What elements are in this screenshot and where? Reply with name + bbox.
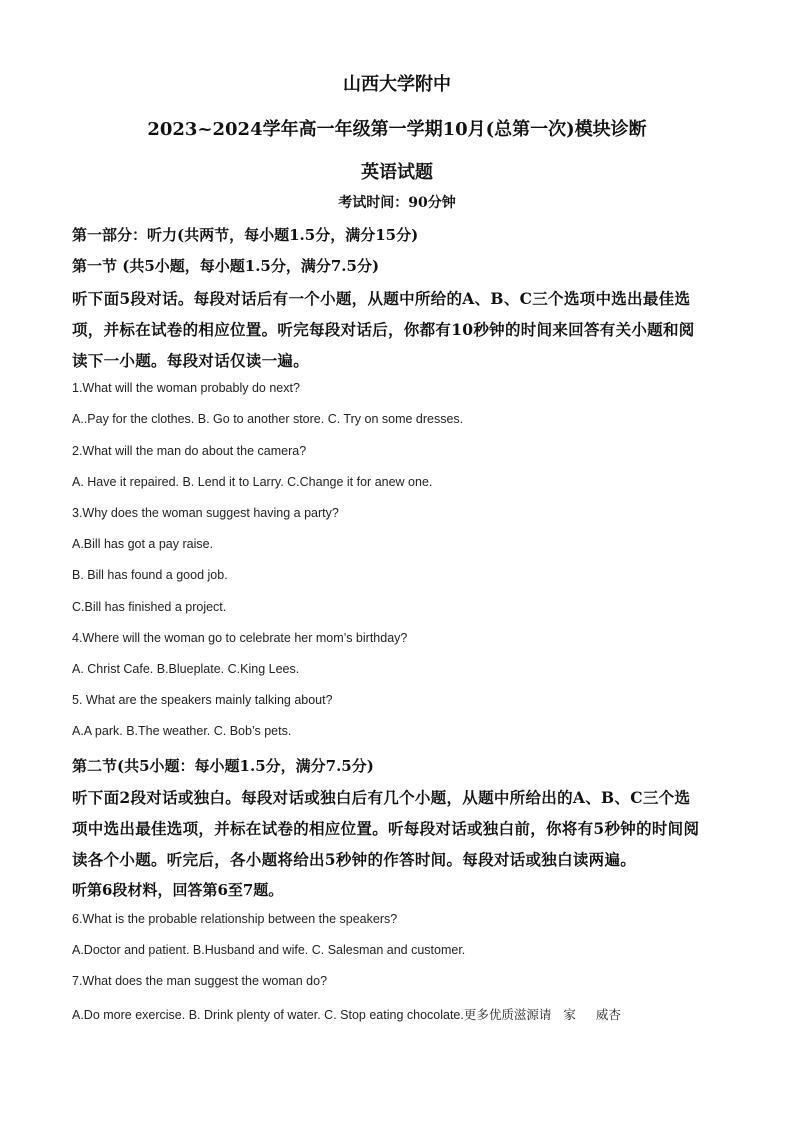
question-6-options: A.Doctor and patient. B.Husband and wife. C. Salesman and customer.	[72, 943, 466, 957]
question-2: 2.What will the man do about the camera?	[72, 444, 307, 458]
school-name: 山西大学附中	[343, 74, 451, 95]
exam-time: 考试时间：90分钟	[338, 195, 456, 211]
section2-heading: 第二节(共5小题：每小题1.5分，满分7.5分)	[72, 757, 374, 775]
section1-instruction-line-2: 项，并标在试卷的相应位置。听完每段对话后，你都有10秒钟的时间来回答有关小题和阅	[72, 320, 695, 339]
watermark-text-3: 威杏	[595, 1008, 621, 1022]
question-4-options: A. Christ Cafe. B.Blueplate. C.King Lees.	[72, 662, 300, 676]
question-2-options: A. Have it repaired. B. Lend it to Larry. C.Change it for anew one.	[72, 475, 433, 489]
section2-instruction-line-3: 读各个小题。听完后，各小题将给出5秒钟的作答时间。每段对话或独白读两遍。	[72, 850, 637, 869]
question-6: 6.What is the probable relationship between the speakers?	[72, 912, 398, 926]
section1-heading: 第一节 (共5小题，每小题1.5分，满分7.5分)	[72, 257, 380, 275]
question-1: 1.What will the woman probably do next?	[72, 381, 300, 395]
question-4: 4.Where will the woman go to celebrate her mom’s birthday?	[72, 631, 408, 645]
section1-instruction-line-1: 听下面5段对话。每段对话后有一个小题，从题中所给的A、B、C三个选项中选出最佳选	[72, 289, 691, 308]
subject-title: 英语试题	[361, 162, 433, 183]
question-3-option-c: C.Bill has finished a project.	[72, 600, 227, 614]
section1-instruction-line-3: 读下一小题。每段对话仅读一遍。	[72, 351, 310, 370]
question-7-options-row	[72, 1005, 621, 1023]
part1-heading: 第一部分：听力(共两节，每小题1.5分，满分15分)	[72, 226, 419, 244]
question-1-options: A..Pay for the clothes. B. Go to another store. C. Try on some dresses.	[72, 412, 464, 426]
exam-title: 2023~2024学年高一年级第一学期10月(总第一次)模块诊断	[147, 119, 647, 140]
question-5-options: A.A park. B.The weather. C. Bob’s pets.	[72, 724, 292, 738]
section2-instruction-line-1: 听下面2段对话或独白。每段对话或独白后有几个小题，从题中所给出的A、B、C三个选	[72, 788, 691, 807]
question-3: 3.Why does the woman suggest having a party?	[72, 506, 339, 520]
question-7: 7.What does the man suggest the woman do?	[72, 974, 328, 988]
question-7-options: A.Do more exercise. B. Drink plenty of water. C. Stop eating chocolate.	[72, 1008, 464, 1022]
question-5: 5. What are the speakers mainly talking about?	[72, 693, 333, 707]
watermark-text-1: 更多优质滋源请	[463, 1008, 552, 1022]
watermark-text-2: 家	[563, 1008, 576, 1022]
material6-heading: 听第6段材料，回答第6至7题。	[72, 881, 284, 899]
question-3-option-b: B. Bill has found a good job.	[72, 568, 228, 582]
question-3-option-a: A.Bill has got a pay raise.	[72, 537, 214, 551]
section2-instruction-line-2: 项中选出最佳选项，并标在试卷的相应位置。听每段对话或独白前，你将有5秒钟的时间阅	[72, 819, 700, 838]
